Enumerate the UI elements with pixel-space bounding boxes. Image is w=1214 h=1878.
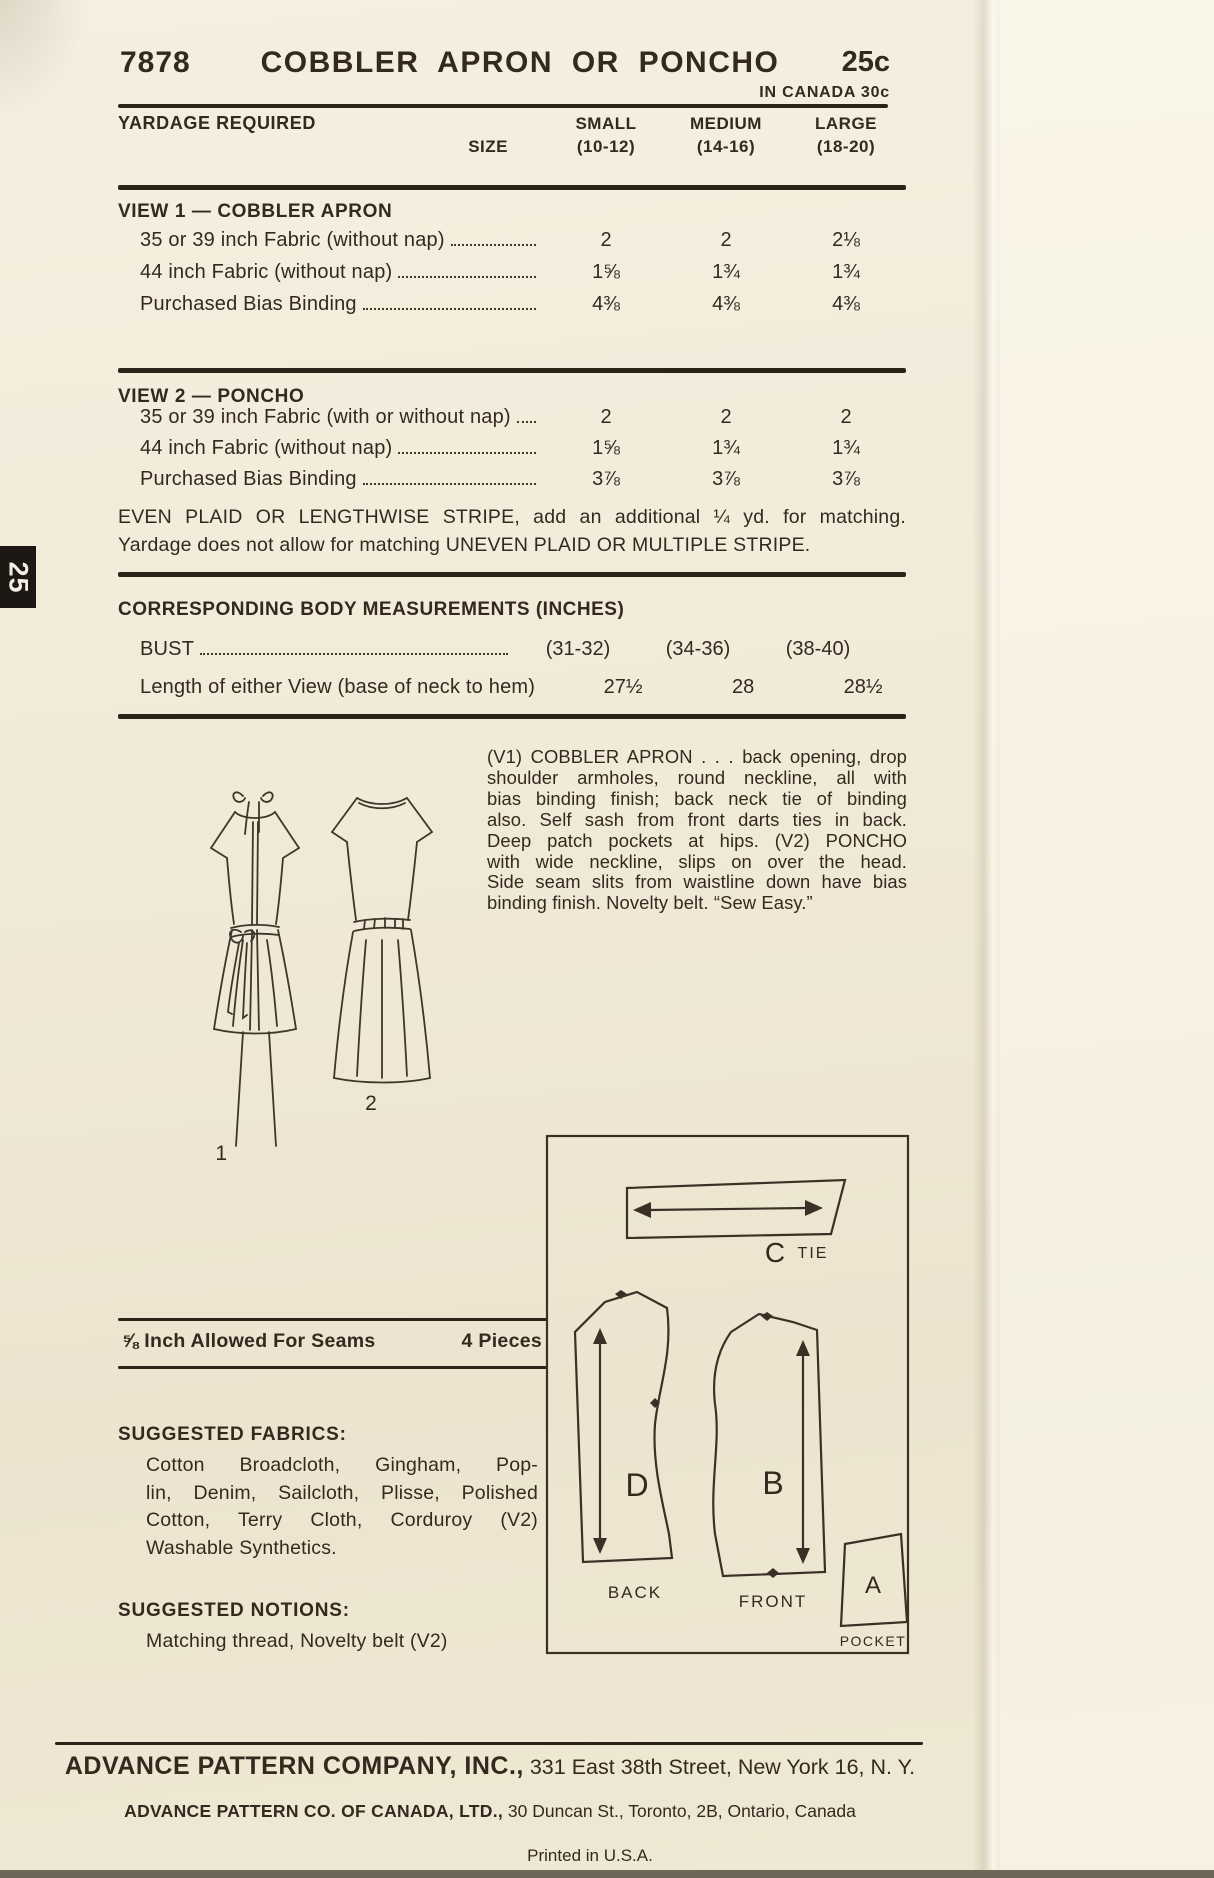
cell: 1¾: [712, 261, 740, 283]
col-medium: MEDIUM: [690, 114, 762, 133]
row-label: 35 or 39 inch Fabric (with or without nap): [140, 406, 511, 428]
tie-letter: C: [764, 1237, 786, 1268]
scan-bottom-edge: [0, 1870, 1214, 1878]
seam-allowance-text: ⅝ Inch Allowed For Seams: [122, 1330, 376, 1352]
cell: 4⅜: [592, 293, 620, 315]
front-word: FRONT: [738, 1592, 808, 1611]
cell: 2: [840, 406, 852, 428]
desc-line: bias binding finish; back neck tie of binding: [487, 787, 907, 809]
length-row: [118, 676, 906, 699]
cell: (31-32): [545, 638, 611, 660]
cell: 2: [600, 406, 612, 428]
desc-line: also. Self sash from front darts ties in back.: [487, 808, 907, 830]
table-row: [118, 437, 906, 460]
notions-title: SUGGESTED NOTIONS:: [118, 1600, 350, 1621]
pattern-number: 7878: [120, 46, 191, 79]
cell: 1¾: [832, 437, 860, 459]
cell: 28: [732, 676, 755, 698]
yardage-header-row: [118, 113, 906, 134]
garment-view2-back: [332, 798, 432, 1083]
table-row: [118, 293, 906, 316]
size-tab: [0, 546, 36, 608]
col-large: LARGE: [815, 114, 877, 133]
bust-row: [118, 638, 906, 661]
view1-number-label: 1: [215, 1142, 227, 1165]
cell: 4⅜: [832, 293, 860, 315]
row-label: Purchased Bias Binding: [140, 468, 357, 490]
footer-canada-address: 30 Duncan St., Toronto, 2B, Ontario, Canada: [503, 1801, 856, 1821]
footer-company: [0, 1752, 980, 1781]
size-tab-number: 25: [3, 560, 34, 594]
divider: [118, 368, 906, 373]
row-label: 44 inch Fabric (without nap): [140, 261, 393, 283]
seam-allowance-note: [118, 1330, 548, 1353]
printed-in-usa: Printed in U.S.A.: [527, 1846, 653, 1865]
dot-leader: [363, 483, 536, 485]
canada-price: IN CANADA 30c: [759, 84, 890, 101]
desc-line: Deep patch pockets at hips. (V2) PONCHO: [487, 829, 907, 851]
footer-company-address: 331 East 38th Street, New York 16, N. Y.: [523, 1755, 916, 1779]
tie-word: TIE: [797, 1245, 829, 1262]
table-row: [118, 406, 906, 429]
divider: [118, 1366, 548, 1369]
desc-line: Side seam slits from waistline down have bias: [487, 871, 907, 893]
row-label: 35 or 39 inch Fabric (without nap): [140, 229, 445, 251]
cell: (34-36): [665, 638, 731, 660]
plaid-note-line1: EVEN PLAID OR LENGTHWISE STRIPE, add an additional ¼ yd. for matching.: [118, 506, 906, 528]
dot-leader: [363, 308, 536, 310]
page-title: COBBLER APRON OR PONCHO: [260, 46, 780, 79]
fabrics-line: lin, Denim, Sailcloth, Plisse, Polished: [146, 1481, 538, 1504]
divider: [118, 104, 888, 108]
view1-title: VIEW 1 — COBBLER APRON: [118, 201, 393, 222]
paper-fold-shadow: [972, 0, 1002, 1878]
notions-line: Matching thread, Novelty belt (V2): [146, 1630, 448, 1652]
view2-number-label: 2: [365, 1092, 377, 1115]
back-letter: D: [625, 1467, 649, 1503]
paper-corner-shade: [0, 0, 90, 120]
fabrics-line: Cotton, Terry Cloth, Corduroy (V2): [146, 1509, 538, 1532]
col-small: SMALL: [575, 114, 637, 133]
price: 25c: [841, 46, 890, 78]
yardage-section-title: YARDAGE REQUIRED: [118, 113, 316, 133]
yardage-size-row: [118, 137, 906, 157]
back-piece-outline: [575, 1292, 672, 1562]
row-label: BUST: [140, 638, 195, 660]
fabrics-line: Cotton Broadcloth, Gingham, Pop-: [146, 1454, 538, 1476]
row-label: Length of either View (base of neck to hem): [140, 676, 536, 698]
plaid-note: [118, 503, 906, 559]
garment-description: [487, 747, 907, 914]
plaid-note-line2: Yardage does not allow for matching UNEVEN PLAID OR MULTIPLE STRIPE.: [118, 534, 811, 556]
fabrics-title: SUGGESTED FABRICS:: [118, 1424, 347, 1445]
desc-line: (V1) COBBLER APRON . . . back opening, drop: [487, 746, 907, 767]
row-label: 44 inch Fabric (without nap): [140, 437, 393, 459]
paper-right-strip: [1000, 0, 1214, 1878]
cell: 2: [720, 229, 732, 251]
col-large-range: (18-20): [816, 137, 876, 156]
col-medium-range: (14-16): [696, 137, 756, 156]
footer-canada: [0, 1801, 980, 1822]
garment-view1-front: [211, 792, 299, 1146]
table-row: [118, 468, 906, 491]
pocket-letter: A: [864, 1572, 882, 1599]
table-row: [118, 261, 906, 284]
size-label: SIZE: [468, 137, 508, 156]
garment-views-illustration: [135, 772, 465, 1172]
desc-line: with wide neckline, slips on over the head.: [487, 850, 907, 872]
cell: 4⅜: [712, 293, 740, 315]
dot-leader: [398, 276, 536, 278]
row-label: Purchased Bias Binding: [140, 293, 357, 315]
divider: [118, 714, 906, 719]
table-row: [118, 229, 906, 252]
desc-line: shoulder armholes, round neckline, all with: [487, 766, 907, 788]
footer-divider: [55, 1742, 923, 1745]
pieces-count: 4 Pieces: [461, 1330, 542, 1352]
back-word: BACK: [607, 1583, 663, 1602]
divider: [118, 185, 906, 190]
divider: [118, 572, 906, 577]
divider: [118, 1318, 548, 1321]
footer-company-name: ADVANCE PATTERN COMPANY, INC.,: [64, 1752, 524, 1780]
cell: 1¾: [712, 437, 740, 459]
cell: 1¾: [832, 261, 860, 283]
dot-leader: [200, 653, 508, 655]
fabrics-line: Washable Synthetics.: [146, 1536, 337, 1559]
view2-title: VIEW 2 — PONCHO: [118, 386, 305, 407]
cell: 2⅛: [832, 229, 860, 251]
cell: 2: [600, 229, 612, 251]
cell: 3⅞: [712, 468, 740, 490]
cell: 27½: [603, 676, 643, 698]
cell: (38-40): [785, 638, 851, 660]
cell: 28½: [843, 676, 883, 698]
dot-leader: [451, 244, 536, 246]
fabrics-list: [146, 1452, 538, 1562]
dot-leader: [517, 421, 536, 423]
dot-leader: [398, 452, 536, 454]
cell: 3⅞: [832, 468, 860, 490]
cell: 1⅝: [592, 437, 620, 459]
cell: 2: [720, 406, 732, 428]
pocket-word: POCKET: [839, 1633, 907, 1649]
front-letter: B: [762, 1465, 784, 1501]
cell: 1⅝: [592, 261, 620, 283]
col-small-range: (10-12): [576, 137, 636, 156]
footer-canada-name: ADVANCE PATTERN CO. OF CANADA, LTD.,: [124, 1801, 504, 1821]
pattern-pieces-diagram: [545, 1134, 910, 1655]
measurements-title: CORRESPONDING BODY MEASUREMENTS (INCHES): [118, 599, 625, 620]
desc-line: binding finish. Novelty belt. “Sew Easy.”: [487, 892, 813, 914]
cell: 3⅞: [592, 468, 620, 490]
